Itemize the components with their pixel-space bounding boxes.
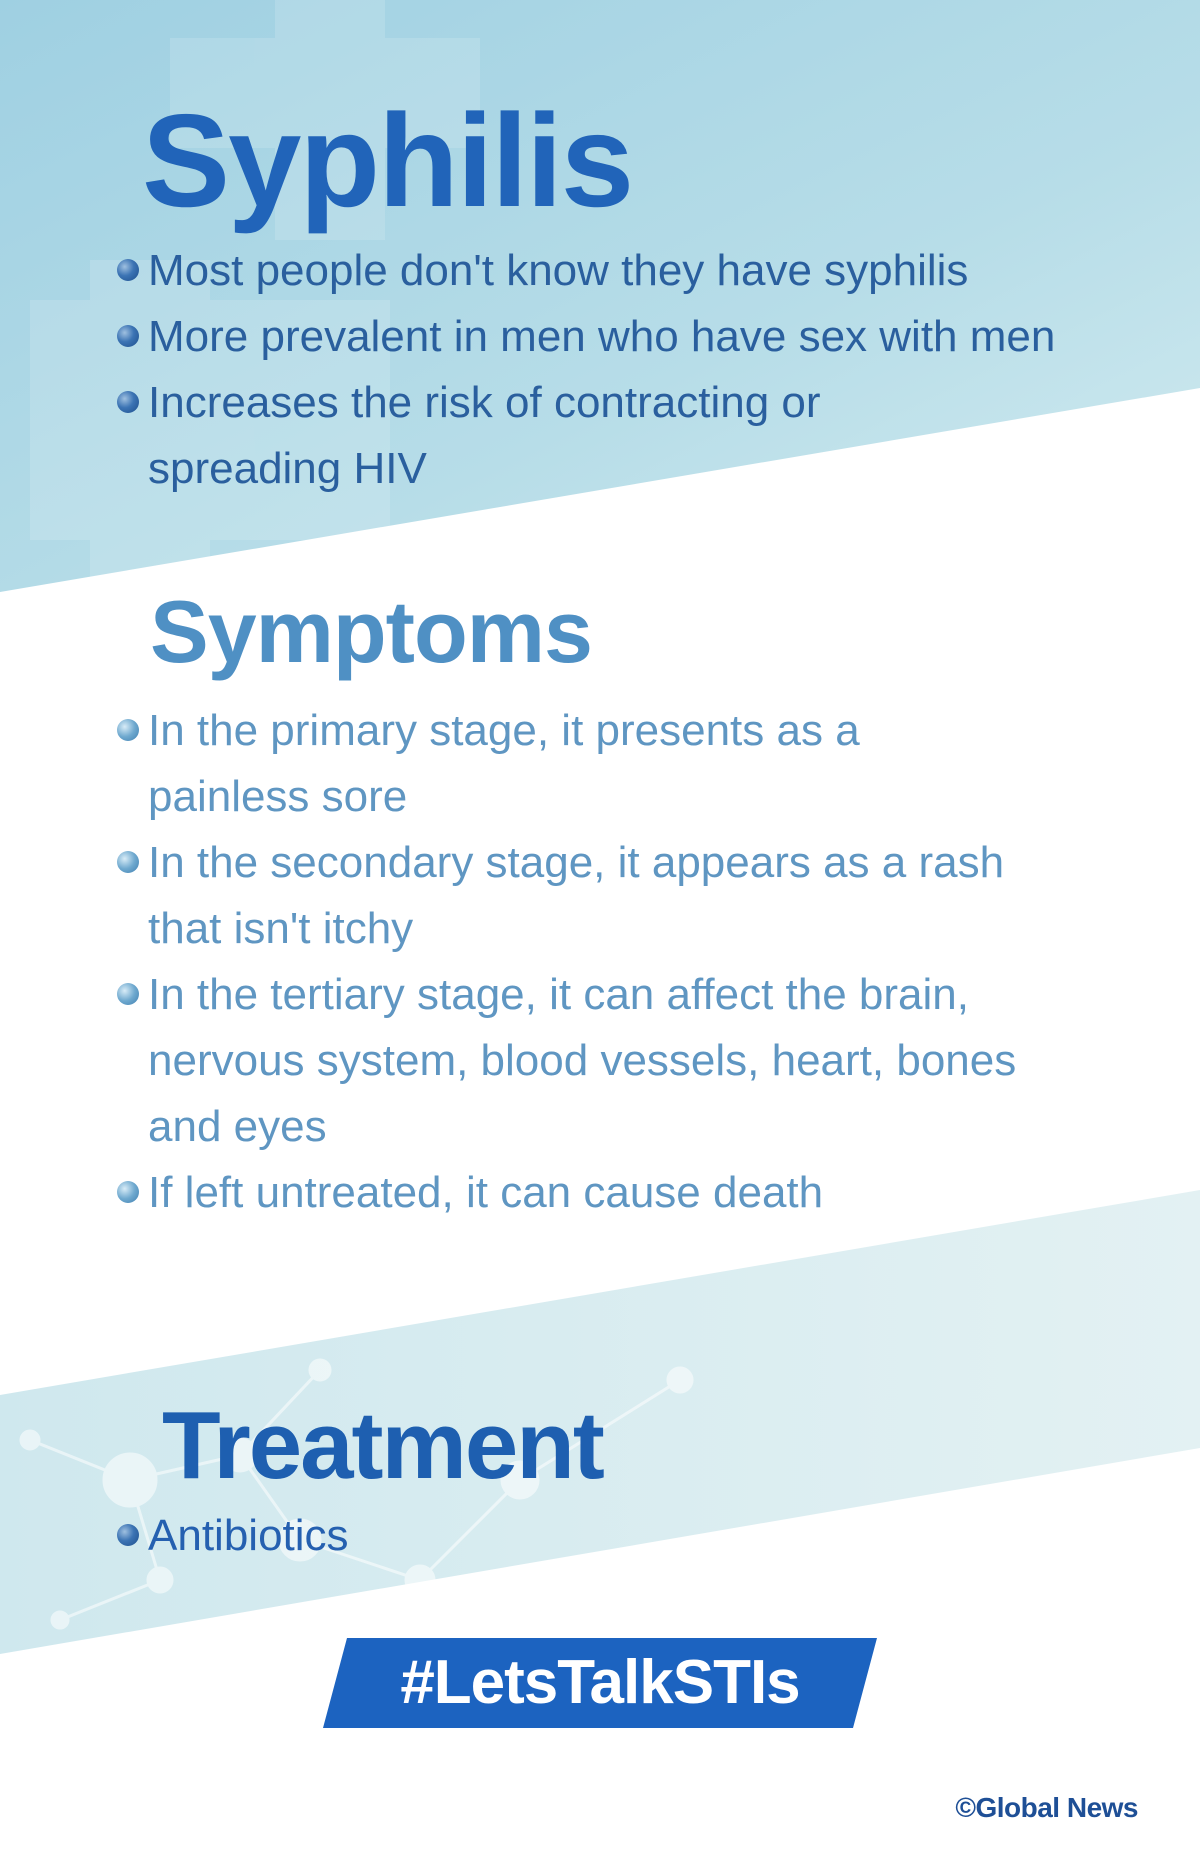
bullet-item: [148, 238, 1148, 304]
bullet-text-line: In the secondary stage, it appears as a rash: [148, 838, 1005, 887]
bullet-text-line: painless sore: [148, 772, 408, 821]
bullet-item: [148, 830, 1148, 962]
bullet-dot-icon: [117, 1181, 139, 1203]
bullet-text-line: Most people don't know they have syphilis: [148, 246, 969, 295]
bullet-text-line: spreading HIV: [148, 444, 427, 493]
bullet-text-line: that isn't itchy: [148, 904, 414, 953]
symptoms-list: [148, 698, 1148, 1226]
hashtag-label: #LetsTalkSTIs: [400, 1648, 800, 1717]
bullet-dot-icon: [117, 983, 139, 1005]
bullet-dot-icon: [117, 391, 139, 413]
bullet-item: [148, 1160, 1148, 1226]
syphilis-heading: Syphilis: [142, 87, 633, 234]
bullet-item: [148, 962, 1148, 1160]
bullet-text-line: Increases the risk of contracting or: [148, 378, 821, 427]
bullet-dot-icon: [117, 851, 139, 873]
bullet-item: [148, 1503, 1148, 1569]
bullet-item: [148, 370, 1148, 502]
copyright-credit: ©Global News: [955, 1792, 1138, 1823]
bullet-text-line: nervous system, blood vessels, heart, bones: [148, 1036, 1017, 1085]
bullet-item: [148, 698, 1148, 830]
bullet-text-line: In the primary stage, it presents as a: [148, 706, 860, 755]
syphilis-facts-list: [148, 238, 1148, 502]
symptoms-heading: Symptoms: [150, 582, 592, 681]
bullet-text-line: More prevalent in men who have sex with men: [148, 312, 1056, 361]
bullet-text-line: and eyes: [148, 1102, 327, 1151]
bullet-dot-icon: [117, 719, 139, 741]
bullet-item: [148, 304, 1148, 370]
bullet-text-line: Antibiotics: [148, 1511, 349, 1560]
bullet-dot-icon: [117, 1524, 139, 1546]
bullet-dot-icon: [117, 259, 139, 281]
bullet-dot-icon: [117, 325, 139, 347]
bullet-text-line: If left untreated, it can cause death: [148, 1168, 824, 1217]
treatment-heading: Treatment: [162, 1392, 603, 1499]
bullet-text-line: In the tertiary stage, it can affect the brain,: [148, 970, 969, 1019]
treatment-list: [148, 1503, 1148, 1569]
